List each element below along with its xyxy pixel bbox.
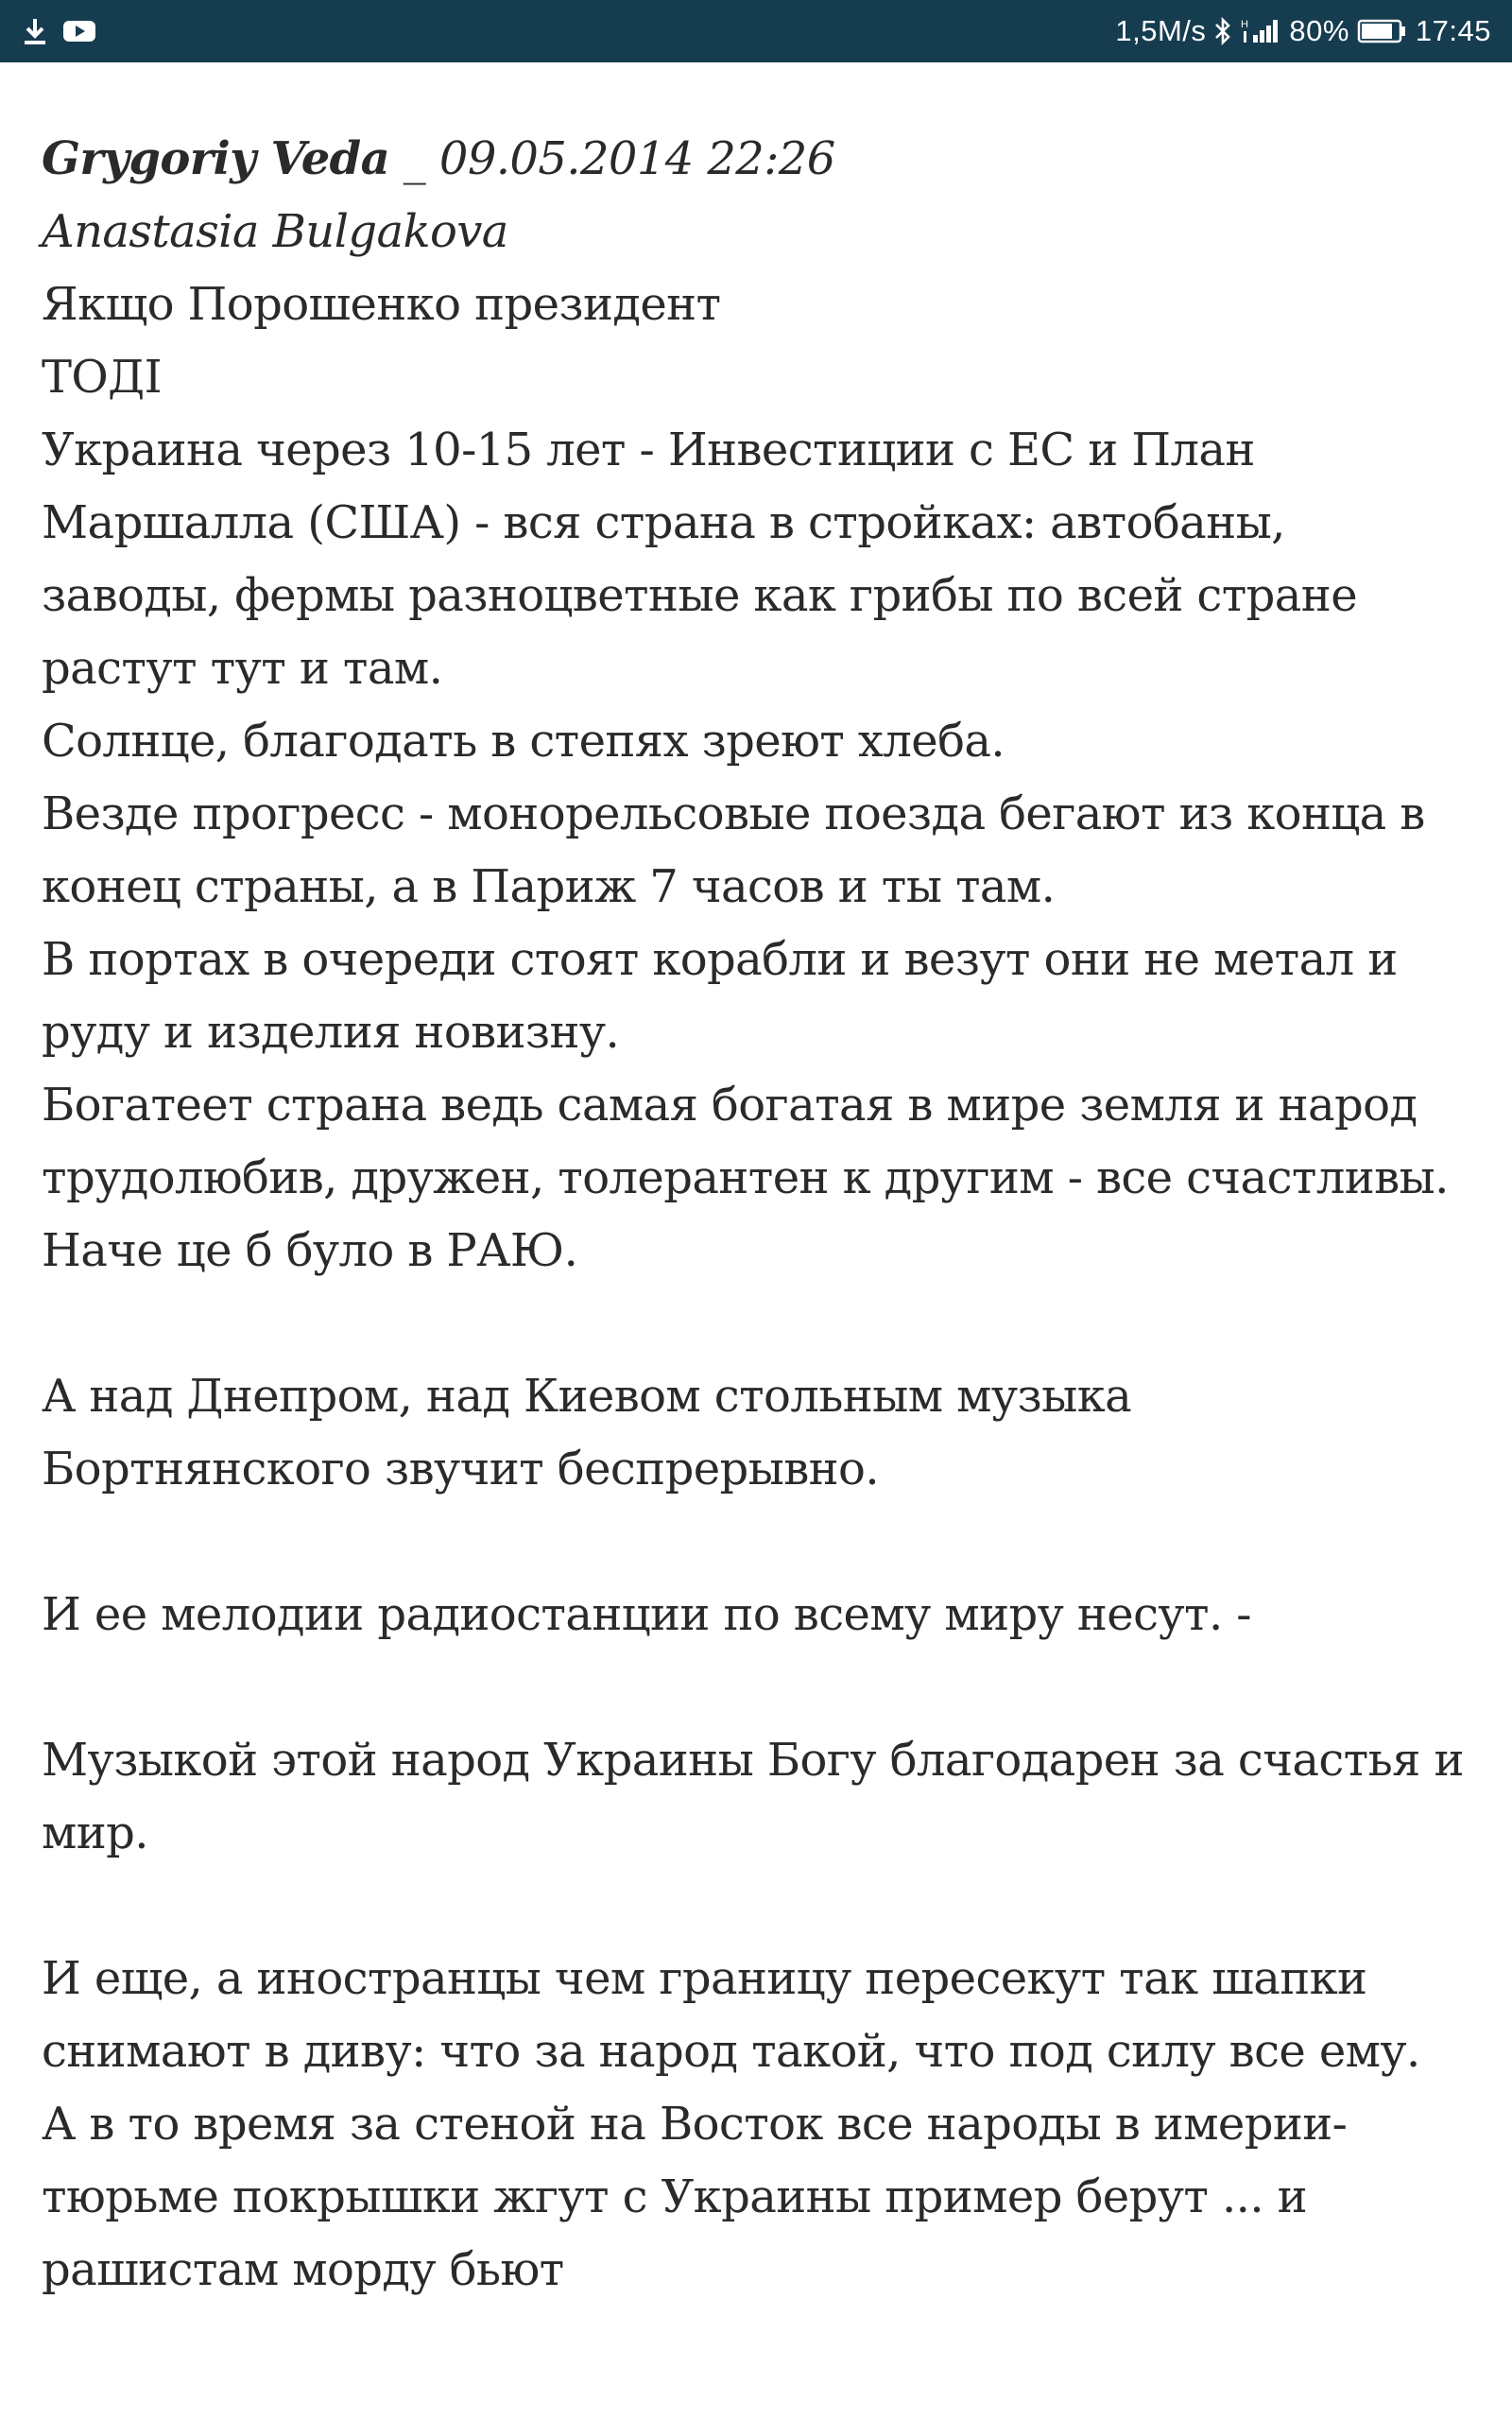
post-date: 09.05.2014 22:26	[438, 132, 835, 185]
post-author[interactable]: Grygoriy Veda	[42, 132, 390, 185]
post-line: Маршалла (США) - вся страна в стройках: автобаны,	[42, 496, 1285, 549]
post-line: Музыкой этой народ Украины Богу благодарен за счастья и	[42, 1734, 1464, 1787]
post-line: снимают в диву: что за народ такой, что под силу все ему.	[42, 2025, 1420, 2078]
battery-percent: 80%	[1289, 14, 1349, 47]
youtube-icon	[62, 18, 96, 44]
post-line: Богатеет страна ведь самая богатая в мире земля и народ	[42, 1079, 1418, 1132]
post-header	[42, 123, 1478, 196]
svg-text:H: H	[1241, 19, 1249, 30]
battery-icon	[1357, 18, 1408, 44]
post-line: Якщо Порошенко президент	[42, 278, 721, 331]
post-addressee[interactable]: Anastasia Bulgakova	[42, 205, 508, 258]
header-separator: _	[403, 132, 426, 185]
post-line: растут тут и там.	[42, 642, 443, 695]
post-line: рашистам морду бьют	[42, 2243, 564, 2296]
status-bar	[0, 0, 1512, 62]
paragraph-spacer	[42, 1288, 1478, 1360]
status-right-indicators	[1115, 0, 1491, 62]
post-line: конец страны, а в Париж 7 часов и ты там.	[42, 860, 1056, 913]
status-left-icons	[21, 0, 96, 62]
signal-icon	[1240, 16, 1281, 46]
bluetooth-icon	[1213, 16, 1232, 46]
post-line: Бортнянского звучит беспрерывно.	[42, 1443, 880, 1495]
post-line: руду и изделия новизну.	[42, 1006, 620, 1059]
post-line: А в то время за стеной на Восток все народы в имерии-	[42, 2098, 1348, 2151]
post-line: тюрьме покрышки жгут с Украины пример берут ... и	[42, 2170, 1308, 2223]
post-line: мир.	[42, 1806, 148, 1859]
paragraph-spacer	[42, 1651, 1478, 1724]
post-line: Украина через 10-15 лет - Инвестиции с ЕС и План	[42, 424, 1255, 476]
paragraph-spacer	[42, 1506, 1478, 1579]
paragraph-spacer	[42, 1870, 1478, 1943]
post-content	[42, 123, 1478, 2307]
clock: 17:45	[1415, 14, 1491, 47]
post-line: И еще, а иностранцы чем границу пересекут так шапки	[42, 1952, 1367, 2005]
network-speed: 1,5M/s	[1115, 14, 1207, 47]
post-line: Наче це б було в РАЮ.	[42, 1224, 578, 1277]
post-line: В портах в очереди стоят корабли и везут они не метал и	[42, 933, 1398, 986]
post-line: А над Днепром, над Киевом стольным музыка	[42, 1370, 1132, 1423]
post-line: заводы, фермы разноцветные как грибы по всей стране	[42, 569, 1358, 622]
post-line: Везде прогресс - монорельсовые поезда бегают из конца в	[42, 787, 1425, 840]
post-line: Солнце, благодать в степях зреют хлеба.	[42, 715, 1005, 768]
post-line: ТОДІ	[42, 351, 162, 404]
post-line: И ее мелодии радиостанции по всему миру несут. -	[42, 1588, 1251, 1641]
download-icon	[21, 16, 49, 46]
post-line: трудолюбив, дружен, толерантен к другим - все счастливы.	[42, 1151, 1449, 1204]
